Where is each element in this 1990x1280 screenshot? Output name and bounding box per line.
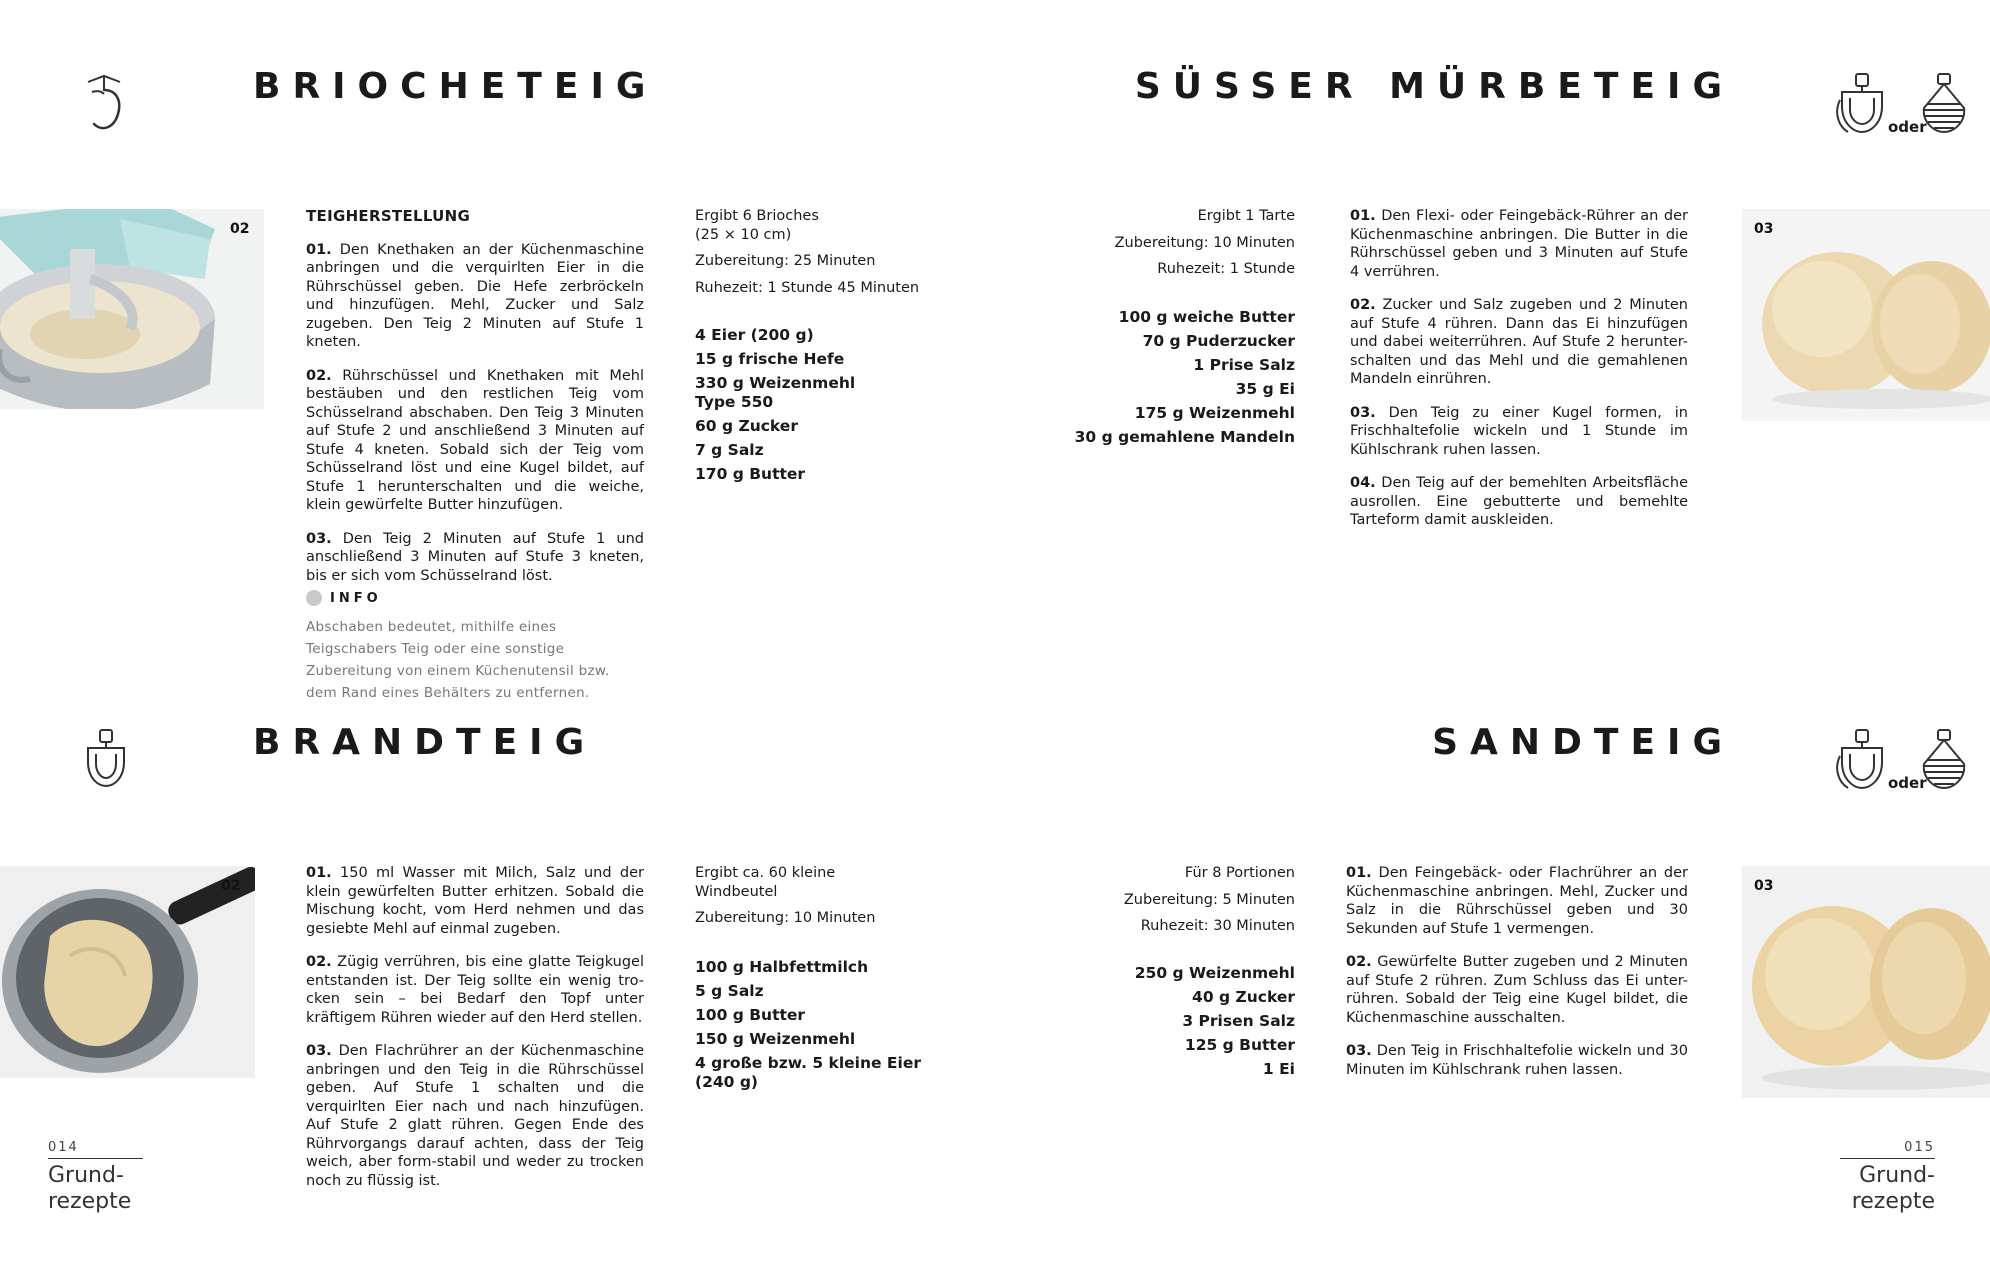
ingredient: 70 g Puderzucker — [1142, 332, 1295, 350]
info-dot-icon — [306, 590, 322, 606]
section-name: Grund- rezepte — [1851, 1163, 1935, 1214]
saucepan-photo — [0, 866, 255, 1078]
step-image-label: 03 — [1754, 221, 1774, 237]
prep-time: Zubereitung: 25 Minuten — [695, 253, 876, 269]
saucepan-dough-illustration — [0, 866, 255, 1078]
step-01: 01. Den Feingebäck- oder Flachrührer an der Küchenmaschine anbringen. Mehl, Zucker und Salz in die Rührschüssel geben und 30 Sekunden auf Stufe 1 vermengen. — [1346, 865, 1688, 937]
step-03: 03. Den Flachrührer an der Küchenmaschine anbringen und den Teig in die Rührschüssel geben. Auf Stufe 1 schalten und die verquirlten Eier nach und nach hinzufügen. Auf Stufe 2 glatt rühren. Gegen Ende des Rührvorgangs darauf achten, dass der Teig weich, aber form-stabil und weder zu trocken noch zu flüssig ist. — [306, 1043, 644, 1189]
ingredient: 35 g Ei — [1235, 380, 1295, 398]
yield: Ergibt 6 Brioches (25 × 10 cm) — [695, 208, 819, 243]
ingredient: 30 g gemahlene Mandeln — [1074, 428, 1295, 446]
ingredient: 100 g Halbfettmilch — [695, 958, 869, 976]
info-box — [306, 590, 644, 704]
step-03: 03. Den Teig 2 Minuten auf Stufe 1 und anschließend 3 Minuten auf Stufe 3 kneten, bis er sich vom Schüsselrand löst. — [306, 530, 644, 584]
step-02: 02. Gewürfelte Butter zugeben und 2 Minuten auf Stufe 2 rühren. Zum Schluss das Ei unter-rühren. Sobald der Teig eine Kugel bildet, die Küchenmaschine ausschalten. — [1346, 954, 1688, 1026]
prep-time: Zubereitung: 5 Minuten — [1123, 891, 1295, 908]
ingredient: 100 g weiche Butter — [1118, 308, 1295, 326]
recipe-title-muerbeteig: SÜSSER MÜRBETEIG — [1134, 66, 1734, 107]
ingredient: 150 g Weizenmehl — [695, 1030, 856, 1048]
step-image-label: 02 — [230, 221, 250, 237]
sandteig-meta — [1050, 864, 1295, 944]
rest-time: Ruhezeit: 1 Stunde 45 Minuten — [695, 279, 920, 296]
rest-time: Ruhezeit: 30 Minuten — [1140, 918, 1295, 934]
dough-hook-icon — [82, 72, 132, 136]
step-image-label: 02 — [221, 878, 241, 894]
tool-icons-muerbeteig — [1834, 72, 1954, 140]
footer-rule — [1840, 1158, 1935, 1159]
wire-whisk-icon — [1918, 728, 1970, 792]
sandteig-ingredients — [1050, 964, 1295, 1084]
recipe-title-sandteig: SANDTEIG — [1432, 722, 1734, 763]
ingredient: 4 große bzw. 5 kleine Eier (240 g) — [695, 1054, 921, 1091]
yield: Ergibt 1 Tarte — [1197, 208, 1295, 224]
ingredient: 330 g Weizenmehl Type 550 — [695, 374, 856, 411]
ingredient: 1 Prise Salz — [1193, 356, 1295, 374]
dough-ball-photo — [1742, 866, 1990, 1098]
dough-balls-illustration — [1742, 209, 1990, 421]
ingredient: 60 g Zucker — [695, 417, 798, 435]
brioche-ingredients — [695, 326, 875, 489]
step-image-label: 03 — [1754, 878, 1774, 894]
page-footer-right — [1840, 1140, 1935, 1215]
step-03: 03. Den Teig zu einer Kugel formen, in Frischhaltefolie wickeln und 1 Stunde im Kühlschrank ruhen lassen. — [1350, 404, 1688, 458]
wire-whisk-icon — [1918, 72, 1970, 136]
page-number: 015 — [1904, 1140, 1935, 1155]
ingredient: 40 g Zucker — [1192, 988, 1295, 1006]
brioche-instructions — [306, 207, 644, 600]
muerbeteig-ingredients — [1050, 308, 1295, 452]
step-04: 04. Den Teig auf der bemehlten Arbeitsfläche ausrollen. Eine gebutterte und bemehlte Tarteform damit auskleiden. — [1350, 475, 1688, 528]
ingredient: 175 g Weizenmehl — [1134, 404, 1295, 422]
sandteig-instructions — [1346, 864, 1688, 1094]
recipe-title-brioche: BRIOCHETEIG — [253, 66, 658, 107]
ingredient: 1 Ei — [1262, 1060, 1295, 1078]
oder-label: oder — [1888, 774, 1927, 792]
ingredient: 4 Eier (200 g) — [695, 326, 814, 344]
page-number: 014 — [48, 1140, 79, 1155]
muerbeteig-instructions — [1350, 207, 1688, 545]
ingredient: 5 g Salz — [695, 982, 764, 1000]
subheading: TEIGHERSTELLUNG — [306, 207, 471, 225]
step-03: 03. Den Teig in Frischhaltefolie wickeln und 30 Minuten im Kühlschrank ruhen lassen. — [1346, 1043, 1688, 1078]
step-02: 02. Zügig verrühren, bis eine glatte Teigkugel entstanden ist. Der Teig sollte ein wenig tro-cken sein – bei Bedarf den Topf unter kräftigem Rühren wieder auf den Herd stellen. — [306, 954, 644, 1026]
flex-beater-icon — [1834, 72, 1890, 136]
brandteig-meta — [695, 864, 945, 936]
ingredient: 125 g Butter — [1184, 1036, 1295, 1054]
flat-beater-icon — [80, 728, 132, 790]
dough-balls-illustration — [1742, 866, 1990, 1098]
info-text: Abschaben bedeutet, mithilfe eines Teigschabers Teig oder eine sonstige Zubereitung von einem Küchenutensil bzw. dem Rand eines Behälters zu entfernen. — [306, 619, 610, 701]
brandteig-ingredients — [695, 958, 945, 1097]
flex-beater-icon — [1834, 728, 1890, 792]
prep-time: Zubereitung: 10 Minuten — [695, 910, 876, 926]
ingredient: 15 g frische Hefe — [695, 350, 845, 368]
ingredient: 3 Prisen Salz — [1182, 1012, 1295, 1030]
mixer-photo — [0, 209, 264, 409]
step-01: 01. Den Knethaken an der Küchenmaschine anbringen und die verquirlten Eier in die Rührschüssel geben. Die Hefe zerbröckeln und hinzufügen. Mehl, Zucker und Salz zugeben. Den Teig 2 Minuten auf Stufe 1 kneten. — [306, 241, 644, 350]
rest-time: Ruhezeit: 1 Stunde — [1157, 261, 1295, 277]
ingredient: 250 g Weizenmehl — [1134, 964, 1295, 982]
page-footer-left — [48, 1140, 143, 1215]
oder-label: oder — [1888, 118, 1927, 136]
muerbeteig-meta — [1050, 207, 1295, 287]
tool-icons-sandteig — [1834, 728, 1954, 796]
stand-mixer-illustration — [0, 209, 264, 409]
yield: Für 8 Portionen — [1184, 865, 1295, 881]
section-name: Grund- rezepte — [48, 1163, 132, 1214]
dough-ball-photo — [1742, 209, 1990, 421]
ingredient: 100 g Butter — [695, 1006, 806, 1024]
step-02: 02. Zucker und Salz zugeben und 2 Minuten auf Stufe 4 rühren. Dann das Ei hinzufügen und dabei weiterrühren. Auf Stufe 2 herunter-schalten und das Mehl und die gemahlenen Mandeln einrühren. — [1350, 297, 1688, 387]
step-01: 01. Den Flexi- oder Feingebäck-Rührer an der Küchenmaschine anbringen. Die Butter in die Rührschüssel geben und 3 Minuten auf Stufe 4 verrühren. — [1350, 208, 1688, 280]
brandteig-instructions — [306, 864, 644, 1205]
ingredient: 7 g Salz — [695, 441, 764, 459]
footer-rule — [48, 1158, 143, 1159]
info-heading: INFO — [306, 590, 644, 606]
recipe-title-brandteig: BRANDTEIG — [253, 722, 597, 763]
step-01: 01. 150 ml Wasser mit Milch, Salz und der klein gewürfelten Butter erhitzen. Sobald die Mischung kocht, vom Herd nehmen und das gesiebte Mehl auf einmal zugeben. — [306, 865, 644, 937]
step-02: 02. Rührschüssel und Knethaken mit Mehl bestäuben und den restlichen Teig vom Schüsselrand abschaben. Den Teig 3 Minuten auf Stufe 2 und anschließend 3 Minuten auf Stufe 4 kneten. Sobald sich der Teig vom Schüsselrand löst und eine Kugel bildet, auf Stufe 1 herunterschalten und die weiche, klein gewürfelte Butter hinzufügen. — [306, 367, 644, 513]
yield: Ergibt ca. 60 kleine Windbeutel — [695, 865, 836, 900]
ingredient: 170 g Butter — [695, 465, 806, 483]
brioche-meta — [695, 207, 945, 305]
prep-time: Zubereitung: 10 Minuten — [1114, 234, 1295, 251]
